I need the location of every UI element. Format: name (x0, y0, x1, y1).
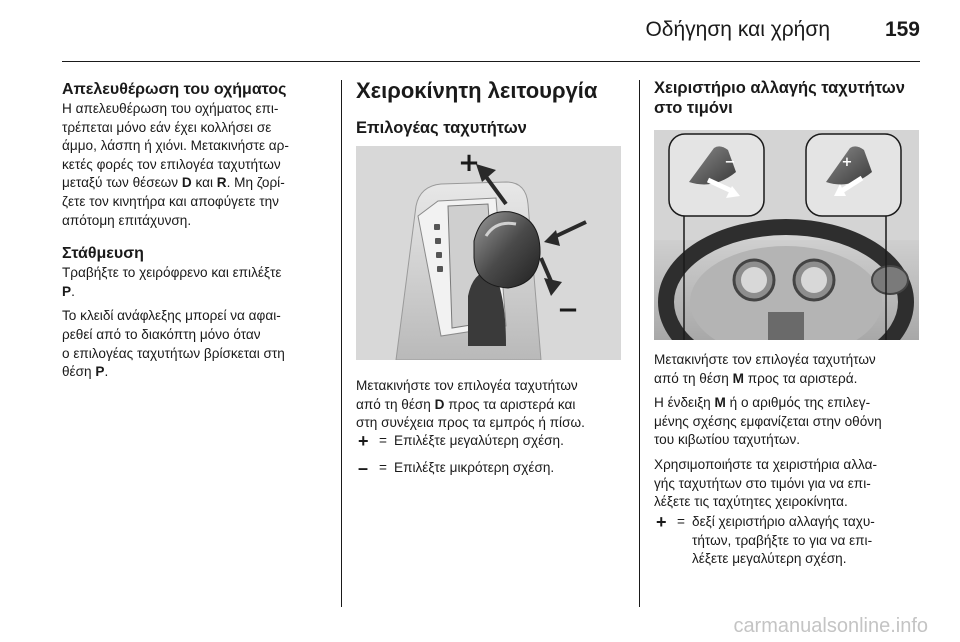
paragraph-line: άμμο, λάσπη ή χιόνι. Μετακινήστε αρ- (62, 138, 289, 154)
gear-position-d: D (434, 396, 445, 412)
paragraph-line: λέξετε τις ταχύτητες χειροκίνητα. (654, 494, 848, 510)
paragraph-line: απότομη επιτάχυνση. (62, 212, 192, 228)
section-title-paddle-shifters-line2: στο τιμόνι (654, 99, 733, 117)
paragraph-line: Χρησιμοποιήστε τα χειριστήρια αλλα- (654, 456, 878, 472)
gear-position-p: P (95, 364, 105, 380)
caption-line: στη συνέχεια προς τα εμπρός ή πίσω. (356, 415, 585, 431)
paragraph-line: κετές φορές τον επιλογέα ταχυτήτων (62, 156, 281, 172)
right-column-body (654, 351, 939, 512)
paddle-minus-label: − (724, 155, 736, 170)
paragraph-line: ρεθεί από το διακόπτη μόνο όταν (62, 326, 261, 342)
gear-position-r: R (216, 175, 227, 191)
gear-position-d: D (181, 175, 192, 191)
minus-label: − (557, 295, 579, 325)
paragraph-line: Η απελευθέρωση του οχήματος επι- (62, 101, 279, 116)
equals-sign: = (677, 514, 685, 529)
middle-column-header (356, 78, 631, 138)
gear-selector-drawing (356, 146, 621, 360)
paragraph-line: μένης σχέσης εμφανίζεται στην οθόνη (654, 413, 882, 429)
list-item-text: δεξί χειριστήριο αλλαγής ταχυ- (692, 514, 875, 529)
list-item-text: Επιλέξτε μεγαλύτερη σχέση. (394, 433, 564, 448)
subsection-title-gear-selector: Επιλογέας ταχυτήτων (356, 119, 527, 137)
middle-caption (356, 377, 636, 433)
section-heading-vehicle-release: Απελευθέρωση του οχήματος (62, 81, 287, 98)
paddle-plus-label: + (841, 155, 853, 170)
watermark: carmanualsonline.info (733, 615, 928, 637)
paragraph-line: μεταξύ των θέσεων D και R. Μη ζορί- (62, 175, 285, 191)
gear-position-m: M (714, 395, 726, 411)
steering-wheel-drawing (654, 130, 919, 340)
section-title-paddle-shifters: Χειριστήριο αλλαγής ταχυτήτων (654, 79, 905, 97)
list-item-text: τήτων, τραβήξτε το για να επι- (692, 532, 873, 548)
list-item-lower-gear (358, 459, 633, 479)
gear-position-m: M (732, 370, 744, 386)
steering-wheel-paddles-illustration (654, 130, 919, 340)
header-rule (62, 61, 920, 62)
paragraph-line: ζετε τον κινητήρα και αποφύγετε την (62, 193, 279, 209)
equals-sign: = (379, 433, 387, 448)
gear-position-p: P (62, 283, 72, 299)
plus-label: + (458, 148, 480, 178)
paragraph-line: του κιβωτίου ταχυτήτων. (654, 432, 801, 448)
section-heading-parking: Στάθμευση (62, 245, 144, 263)
list-item-right-paddle (656, 513, 941, 573)
paragraph-line: από τη θέση M προς τα αριστερά. (654, 370, 858, 386)
plus-icon: + (358, 431, 369, 451)
section-title-manual-mode: Χειροκίνητη λειτουργία (356, 78, 598, 103)
minus-icon: – (358, 458, 369, 478)
plus-icon: + (656, 512, 667, 532)
equals-sign: = (379, 460, 387, 475)
paragraph-line: γής ταχυτήτων στο τιμόνι για να επι- (654, 475, 871, 491)
left-column (62, 80, 332, 382)
paragraph-line: Τραβήξτε το χειρόφρενο και επιλέξτε (62, 265, 282, 281)
paragraph-line: P. (62, 283, 75, 299)
caption-line: από τη θέση D προς τα αριστερά και (356, 396, 576, 412)
paragraph-line: Το κλειδί ανάφλεξης μπορεί να αφαι- (62, 308, 281, 324)
right-column-header (654, 78, 934, 118)
paragraph-line: Μετακινήστε τον επιλογέα ταχυτήτων (654, 352, 876, 367)
list-item-text: Επιλέξτε μικρότερη σχέση. (394, 460, 555, 475)
paragraph-line: τρέπεται μόνο εάν έχει κολλήσει σε (62, 119, 272, 135)
list-item-text: λέξετε μεγαλύτερη σχέση. (692, 551, 847, 567)
paragraph-line: Η ένδειξη M ή ο αριθμός της επιλεγ- (654, 395, 871, 411)
gear-selector-illustration (356, 146, 621, 360)
paragraph-line: θέση P. (62, 364, 109, 380)
paragraph-line: ο επιλογέας ταχυτήτων βρίσκεται στη (62, 345, 285, 361)
column-divider-left (341, 80, 342, 607)
list-item-higher-gear (358, 432, 633, 452)
page-number: 159 (884, 18, 920, 41)
caption-line: Μετακινήστε τον επιλογέα ταχυτήτων (356, 378, 578, 393)
column-divider-right (639, 80, 640, 607)
running-header-title: Οδήγηση και χρήση (645, 18, 830, 41)
